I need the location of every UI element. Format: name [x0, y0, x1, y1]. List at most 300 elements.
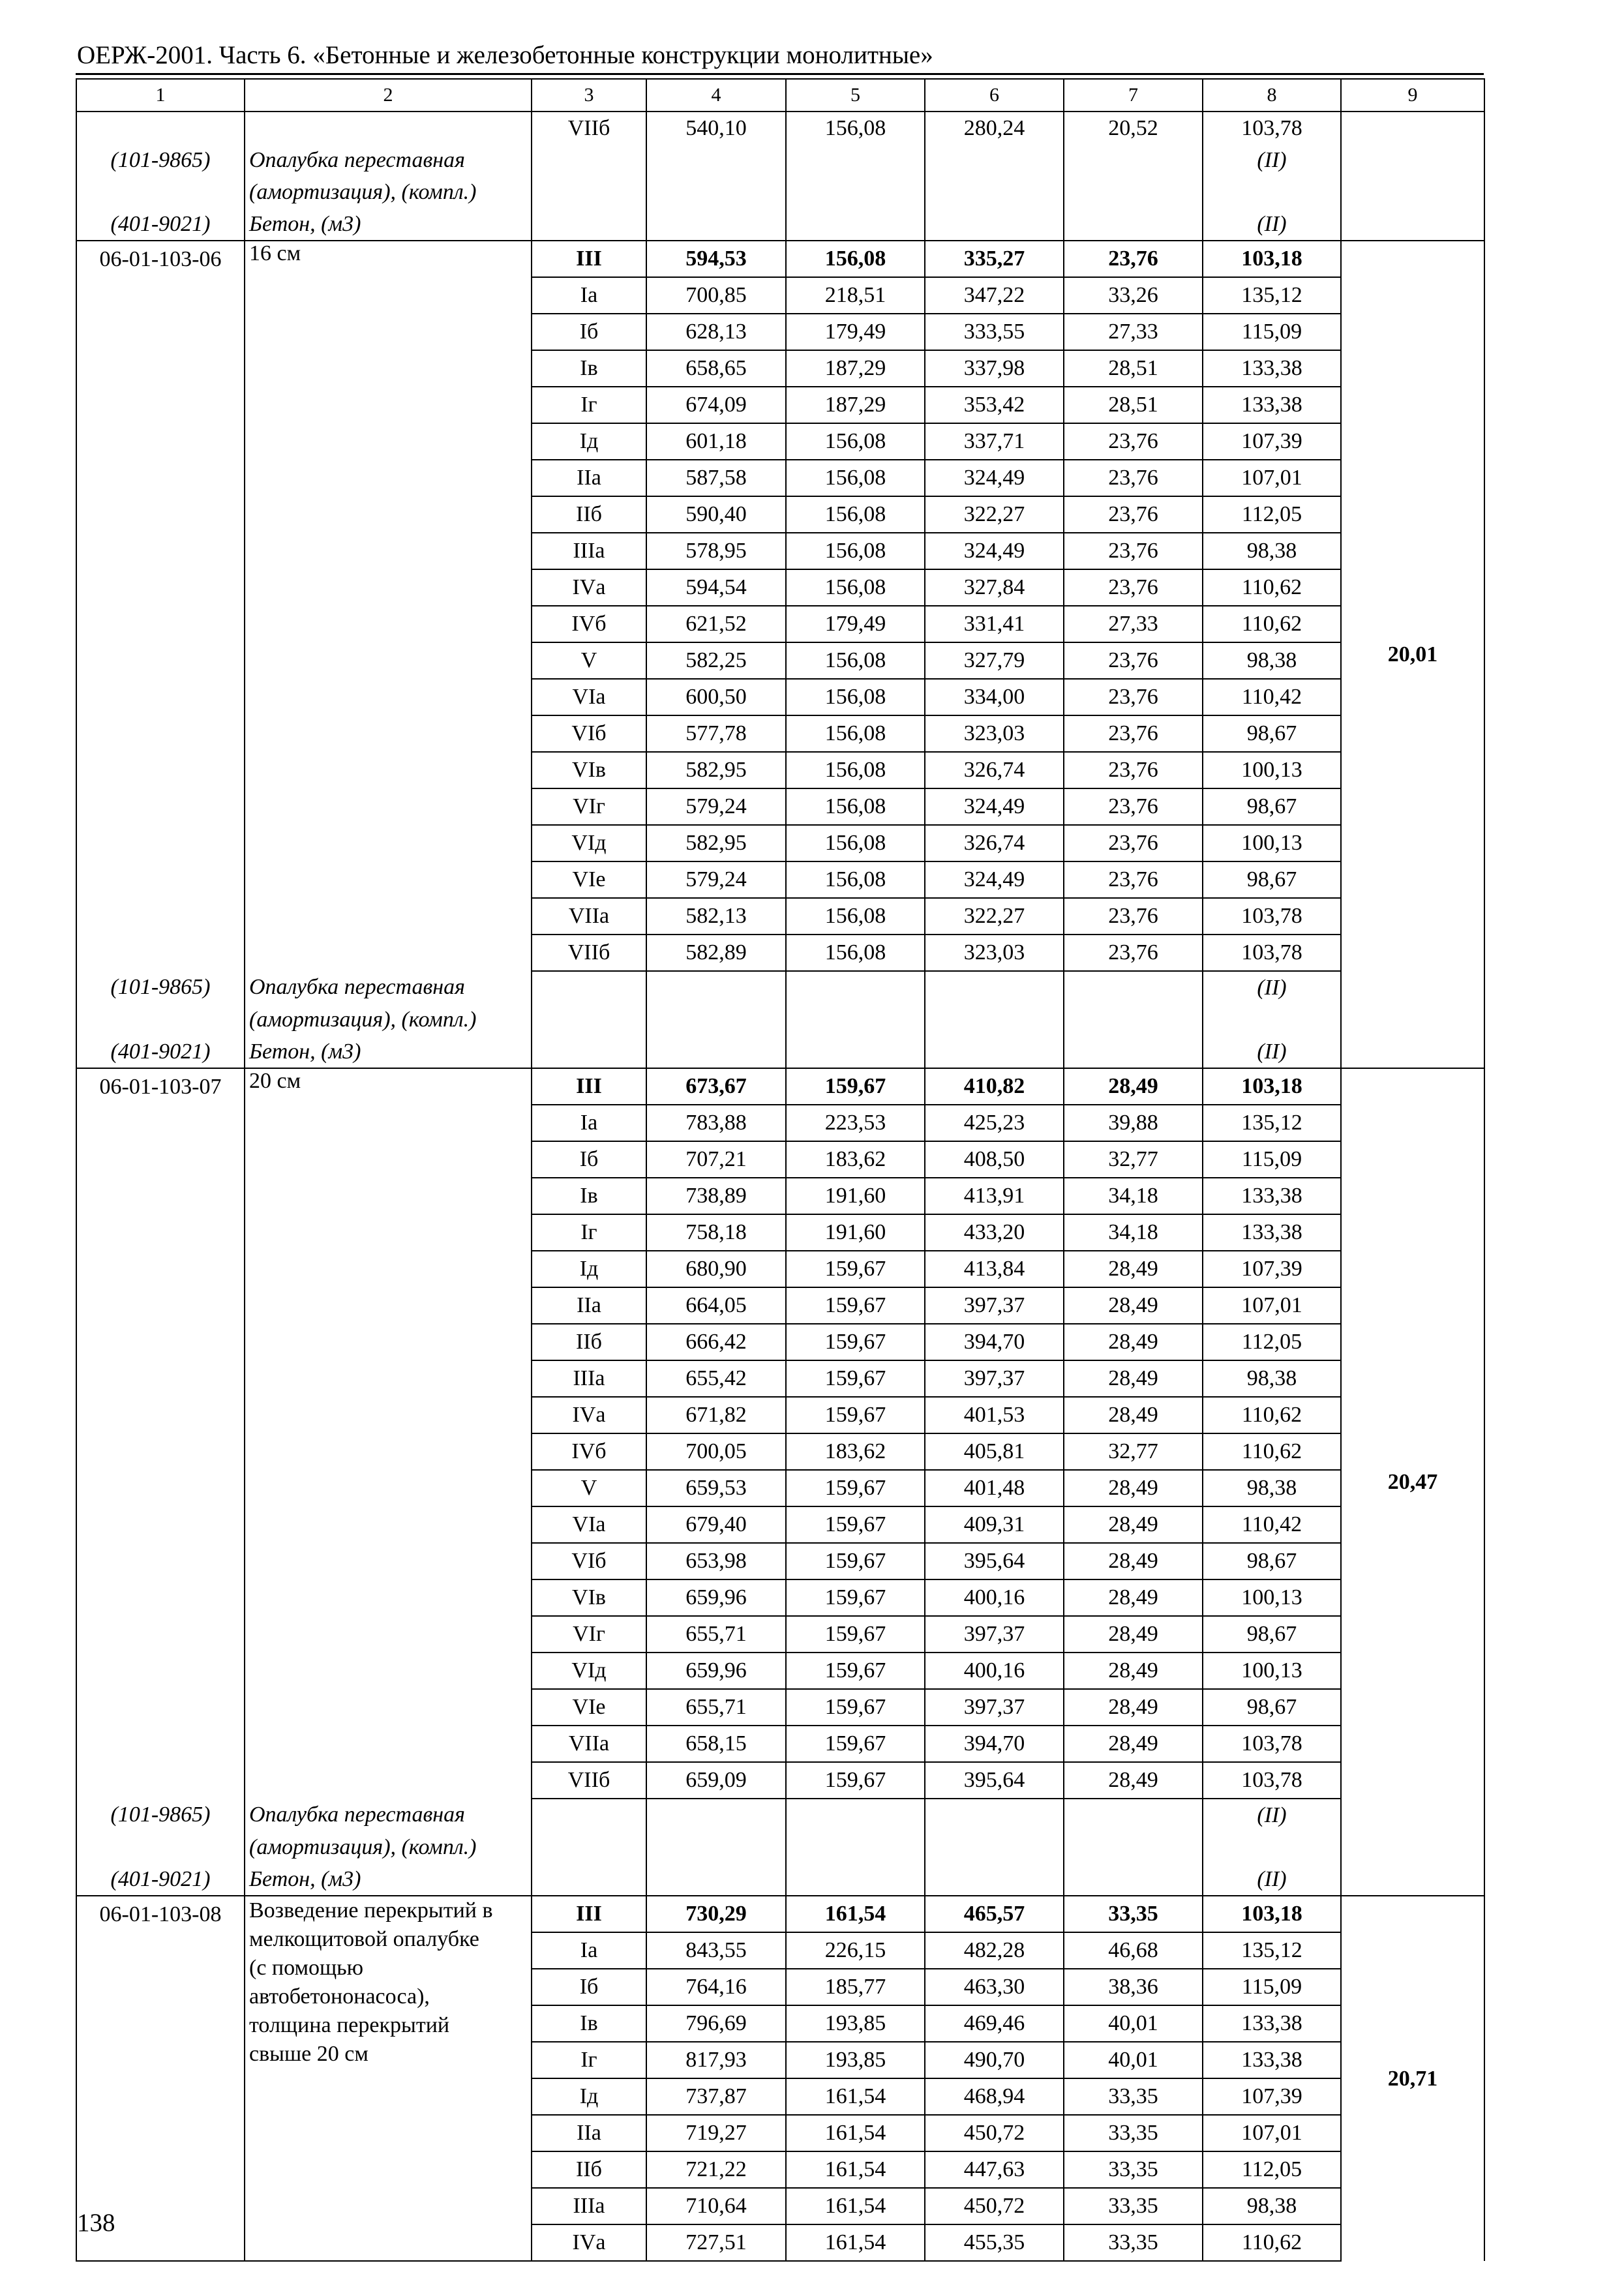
rate-cell: 133,38	[1203, 350, 1341, 387]
empty-cell	[245, 679, 532, 715]
rate-row	[76, 350, 1484, 387]
rate-cell: 326,74	[925, 752, 1064, 788]
rate-cell: 159,67	[786, 1470, 925, 1506]
rate-cell: 133,38	[1203, 387, 1341, 423]
rate-cell: 218,51	[786, 277, 925, 314]
rate-cell: 347,22	[925, 277, 1064, 314]
rate-cell: 156,08	[786, 496, 925, 533]
material-desc: Опалубка переставная	[245, 144, 532, 176]
empty-cell	[925, 1863, 1064, 1896]
rate-cell: 223,53	[786, 1105, 925, 1141]
block-description-line: автобетононасоса),	[249, 1984, 430, 2009]
empty-cell	[532, 1004, 646, 1036]
rate-cell: 183,62	[786, 1141, 925, 1178]
block-description	[245, 1896, 532, 2115]
rates-table-wrapper	[76, 78, 1484, 2262]
rate-cell: Iв	[532, 350, 646, 387]
rate-row	[76, 935, 1484, 971]
empty-cell	[786, 1799, 925, 1831]
rate-row	[76, 2224, 1484, 2261]
rate-cell: 324,49	[925, 788, 1064, 825]
rate-cell: 133,38	[1203, 2005, 1341, 2042]
column-number: 9	[1341, 79, 1484, 112]
rate-cell: 98,67	[1203, 1616, 1341, 1653]
rate-cell: Iа	[532, 1932, 646, 1969]
rate-cell: 193,85	[786, 2005, 925, 2042]
material-desc: Бетон, (м3)	[245, 1863, 532, 1896]
rate-cell: 394,70	[925, 1324, 1064, 1360]
empty-cell	[245, 1360, 532, 1397]
rate-cell: VIв	[532, 752, 646, 788]
rate-row	[76, 1068, 1484, 1105]
rate-cell: VIг	[532, 788, 646, 825]
rate-cell: 433,20	[925, 1214, 1064, 1251]
rate-cell: 674,09	[646, 387, 786, 423]
rate-cell: 156,08	[786, 861, 925, 898]
rate-cell: 156,08	[786, 788, 925, 825]
empty-cell	[1064, 1004, 1203, 1036]
rate-cell: 33,35	[1064, 2224, 1203, 2261]
empty-cell	[786, 208, 925, 241]
rate-cell: 23,76	[1064, 861, 1203, 898]
rate-cell: 28,49	[1064, 1470, 1203, 1506]
rate-row	[76, 788, 1484, 825]
empty-cell	[1064, 1799, 1203, 1831]
rate-cell: 582,25	[646, 642, 786, 679]
rate-cell: 159,67	[786, 1251, 925, 1287]
empty-cell	[646, 144, 786, 176]
material-code: (401-9021)	[76, 1863, 245, 1896]
empty-cell	[76, 1141, 245, 1178]
column-number: 5	[786, 79, 925, 112]
material-row	[76, 971, 1484, 1004]
empty-cell	[532, 208, 646, 241]
rate-cell: 112,05	[1203, 1324, 1341, 1360]
empty-cell	[786, 1863, 925, 1896]
rate-cell: 28,49	[1064, 1397, 1203, 1433]
block-total: 20,01	[1341, 241, 1484, 1068]
rate-cell: VIа	[532, 679, 646, 715]
rate-cell: 490,70	[925, 2042, 1064, 2078]
empty-cell	[786, 1036, 925, 1068]
empty-cell	[245, 350, 532, 387]
material-code: (401-9021)	[76, 208, 245, 241]
empty-cell	[532, 1863, 646, 1896]
rate-row	[76, 496, 1484, 533]
rate-row	[76, 1105, 1484, 1141]
rate-cell: 397,37	[925, 1689, 1064, 1726]
empty-cell	[245, 2151, 532, 2188]
rate-cell: 115,09	[1203, 1141, 1341, 1178]
rate-cell: 183,62	[786, 1433, 925, 1470]
material-desc: Опалубка переставная	[245, 1799, 532, 1831]
empty-cell	[245, 533, 532, 569]
rate-cell: 159,67	[786, 1726, 925, 1762]
rate-cell: IIб	[532, 1324, 646, 1360]
column-number: 1	[76, 79, 245, 112]
rate-cell: VIа	[532, 1506, 646, 1543]
rate-cell: 23,76	[1064, 423, 1203, 460]
rate-cell: 226,15	[786, 1932, 925, 1969]
rate-cell: 658,15	[646, 1726, 786, 1762]
rate-cell: 23,76	[1064, 460, 1203, 496]
rate-cell: 671,82	[646, 1397, 786, 1433]
rate-cell: 103,18	[1203, 241, 1341, 277]
rate-cell: 680,90	[646, 1251, 786, 1287]
empty-cell	[245, 112, 532, 144]
empty-cell	[245, 1616, 532, 1653]
empty-cell	[245, 1579, 532, 1616]
rate-cell: IVа	[532, 2224, 646, 2261]
block-total: 20,71	[1341, 1896, 1484, 2261]
empty-cell	[76, 752, 245, 788]
rate-cell: 23,76	[1064, 825, 1203, 861]
rate-row	[76, 1433, 1484, 1470]
rate-row	[76, 1470, 1484, 1506]
rate-cell: 468,94	[925, 2078, 1064, 2115]
rate-cell: 333,55	[925, 314, 1064, 350]
rate-cell: 455,35	[925, 2224, 1064, 2261]
rate-cell: 110,62	[1203, 1397, 1341, 1433]
rate-cell: 33,26	[1064, 277, 1203, 314]
rate-cell: VIIа	[532, 1726, 646, 1762]
rate-cell: 401,53	[925, 1397, 1064, 1433]
rate-cell: Iб	[532, 314, 646, 350]
rate-cell: IVа	[532, 569, 646, 606]
empty-cell	[245, 1433, 532, 1470]
rate-cell: 98,67	[1203, 715, 1341, 752]
rate-cell: 100,13	[1203, 752, 1341, 788]
block-description: 20 см	[245, 1068, 532, 1105]
rate-cell: 447,63	[925, 2151, 1064, 2188]
block-description-line: Возведение перекрытий в	[249, 1898, 493, 1922]
block-description: 16 см	[245, 241, 532, 277]
rate-row	[76, 1506, 1484, 1543]
rate-cell: 843,55	[646, 1932, 786, 1969]
rate-cell: VIIа	[532, 898, 646, 935]
rate-cell: 187,29	[786, 350, 925, 387]
rate-cell: 191,60	[786, 1214, 925, 1251]
rate-cell: 33,35	[1064, 2115, 1203, 2151]
rate-cell: VIе	[532, 1689, 646, 1726]
rate-cell: VIIб	[532, 112, 646, 144]
rate-cell: 23,76	[1064, 533, 1203, 569]
rate-cell: 103,78	[1203, 935, 1341, 971]
rate-cell: 601,18	[646, 423, 786, 460]
rate-row	[76, 1616, 1484, 1653]
rate-row	[76, 642, 1484, 679]
rate-cell: IIIа	[532, 1360, 646, 1397]
rate-cell: IVа	[532, 1397, 646, 1433]
rate-cell: 156,08	[786, 715, 925, 752]
rate-cell: 28,49	[1064, 1762, 1203, 1799]
rate-cell: 758,18	[646, 1214, 786, 1251]
empty-cell	[76, 1324, 245, 1360]
rate-row	[76, 715, 1484, 752]
rate-cell: 577,78	[646, 715, 786, 752]
rate-cell: 135,12	[1203, 1932, 1341, 1969]
rate-cell: Iд	[532, 1251, 646, 1287]
rate-cell: 161,54	[786, 2115, 925, 2151]
column-number: 2	[245, 79, 532, 112]
rate-cell: 337,98	[925, 350, 1064, 387]
rate-row	[76, 1141, 1484, 1178]
rates-table-body	[76, 79, 1484, 2261]
rate-cell: Iв	[532, 2005, 646, 2042]
empty-cell	[76, 1689, 245, 1726]
empty-cell	[76, 2115, 245, 2151]
rate-cell: V	[532, 642, 646, 679]
rate-cell: 628,13	[646, 314, 786, 350]
rate-row	[76, 1251, 1484, 1287]
rate-cell: 323,03	[925, 715, 1064, 752]
empty-cell	[786, 971, 925, 1004]
empty-cell	[76, 715, 245, 752]
rate-cell: 23,76	[1064, 569, 1203, 606]
empty-cell	[76, 2005, 245, 2042]
empty-cell	[925, 1036, 1064, 1068]
empty-cell	[76, 460, 245, 496]
rate-cell: 159,67	[786, 1762, 925, 1799]
rate-cell: 727,51	[646, 2224, 786, 2261]
rate-cell: 621,52	[646, 606, 786, 642]
empty-cell	[646, 176, 786, 208]
rate-cell: 159,67	[786, 1360, 925, 1397]
rate-cell: 156,08	[786, 241, 925, 277]
empty-cell	[76, 1251, 245, 1287]
rate-cell: 590,40	[646, 496, 786, 533]
empty-cell	[245, 1324, 532, 1360]
rate-cell: 133,38	[1203, 1214, 1341, 1251]
rate-row	[76, 241, 1484, 277]
rate-cell: 23,76	[1064, 935, 1203, 971]
rate-cell: 107,39	[1203, 1251, 1341, 1287]
rate-cell: 179,49	[786, 314, 925, 350]
rate-row	[76, 1360, 1484, 1397]
empty-cell	[646, 1004, 786, 1036]
rate-cell: 103,78	[1203, 1726, 1341, 1762]
empty-cell	[786, 176, 925, 208]
material-desc: Опалубка переставная	[245, 971, 532, 1004]
empty-cell	[532, 144, 646, 176]
rate-cell: 409,31	[925, 1506, 1064, 1543]
material-desc: (амортизация), (компл.)	[245, 1831, 532, 1863]
column-number: 8	[1203, 79, 1341, 112]
empty-cell	[76, 1726, 245, 1762]
rate-cell: 394,70	[925, 1726, 1064, 1762]
rate-cell: 408,50	[925, 1141, 1064, 1178]
rate-cell: 730,29	[646, 1896, 786, 1932]
rate-cell: 110,42	[1203, 679, 1341, 715]
rate-cell: 115,09	[1203, 1969, 1341, 2005]
empty-cell	[1064, 1036, 1203, 1068]
empty-cell	[245, 1543, 532, 1579]
rate-cell: 700,05	[646, 1433, 786, 1470]
rate-cell: 465,57	[925, 1896, 1064, 1932]
empty-cell	[76, 277, 245, 314]
rate-cell: 103,78	[1203, 112, 1341, 144]
rate-cell: 135,12	[1203, 277, 1341, 314]
rate-row	[76, 1397, 1484, 1433]
rate-row	[76, 752, 1484, 788]
rate-cell: 159,67	[786, 1543, 925, 1579]
empty-cell	[76, 1287, 245, 1324]
rate-cell: 46,68	[1064, 1932, 1203, 1969]
rate-row	[76, 2151, 1484, 2188]
empty-cell	[245, 861, 532, 898]
rate-cell: 156,08	[786, 642, 925, 679]
material-class: (II)	[1203, 1799, 1341, 1831]
rate-cell: 23,76	[1064, 241, 1203, 277]
rate-cell: IIб	[532, 496, 646, 533]
rate-cell: 395,64	[925, 1543, 1064, 1579]
rate-cell: Iд	[532, 2078, 646, 2115]
rate-row	[76, 861, 1484, 898]
rate-cell: 156,08	[786, 825, 925, 861]
rate-cell: 23,76	[1064, 715, 1203, 752]
rate-cell: 161,54	[786, 2078, 925, 2115]
empty-cell	[925, 1004, 1064, 1036]
empty-cell	[76, 2151, 245, 2188]
rate-cell: 450,72	[925, 2188, 1064, 2224]
empty-cell	[646, 208, 786, 241]
rate-cell: 664,05	[646, 1287, 786, 1324]
rate-cell: 159,67	[786, 1397, 925, 1433]
rate-cell: 322,27	[925, 898, 1064, 935]
rate-cell: 659,96	[646, 1579, 786, 1616]
rate-row	[76, 1653, 1484, 1689]
material-row	[76, 1036, 1484, 1068]
block-code: 06-01-103-07	[76, 1068, 245, 1105]
rate-cell: 655,71	[646, 1689, 786, 1726]
material-code: (101-9865)	[76, 144, 245, 176]
rate-row	[76, 606, 1484, 642]
rate-cell: 413,84	[925, 1251, 1064, 1287]
rate-cell: V	[532, 1470, 646, 1506]
rate-cell: 161,54	[786, 2188, 925, 2224]
block-description-line: мелкощитовой опалубке	[249, 1927, 479, 1951]
rate-cell: 582,95	[646, 752, 786, 788]
rate-cell: 32,77	[1064, 1141, 1203, 1178]
rate-cell: 34,18	[1064, 1214, 1203, 1251]
empty-cell	[245, 788, 532, 825]
empty-cell	[532, 176, 646, 208]
empty-cell	[76, 569, 245, 606]
empty-cell	[245, 460, 532, 496]
rate-row	[76, 1543, 1484, 1579]
empty-cell	[1064, 971, 1203, 1004]
empty-cell	[646, 1799, 786, 1831]
rate-cell: 324,49	[925, 460, 1064, 496]
rate-cell: 280,24	[925, 112, 1064, 144]
material-row	[76, 1831, 1484, 1863]
empty-cell	[76, 606, 245, 642]
rate-cell: 156,08	[786, 569, 925, 606]
rate-cell: Iа	[532, 277, 646, 314]
rate-cell: 397,37	[925, 1616, 1064, 1653]
empty-cell	[245, 1141, 532, 1178]
rate-cell: 353,42	[925, 387, 1064, 423]
rate-cell: 110,62	[1203, 569, 1341, 606]
rate-cell: 159,67	[786, 1689, 925, 1726]
rate-cell: 23,76	[1064, 752, 1203, 788]
rate-cell: Iг	[532, 2042, 646, 2078]
rate-cell: 719,27	[646, 2115, 786, 2151]
rate-cell: 783,88	[646, 1105, 786, 1141]
empty-cell	[245, 825, 532, 861]
header-rule	[76, 73, 1484, 75]
rate-row	[76, 387, 1484, 423]
material-class: (II)	[1203, 144, 1341, 176]
rate-cell: 322,27	[925, 496, 1064, 533]
rate-cell: 103,18	[1203, 1896, 1341, 1932]
material-class: (II)	[1203, 208, 1341, 241]
rate-cell: 666,42	[646, 1324, 786, 1360]
rate-cell: 655,71	[646, 1616, 786, 1653]
page-header: ОЕРЖ-2001. Часть 6. «Бетонные и железобетонные конструкции монолитные»	[77, 41, 933, 69]
rate-cell: 187,29	[786, 387, 925, 423]
rate-row	[76, 1579, 1484, 1616]
empty-cell	[646, 971, 786, 1004]
empty-cell	[1203, 1831, 1341, 1863]
block-description-line: (с помощью	[249, 1956, 364, 1980]
rate-cell: Iг	[532, 1214, 646, 1251]
rate-cell: 582,13	[646, 898, 786, 935]
empty-cell	[76, 1616, 245, 1653]
empty-cell	[76, 1762, 245, 1799]
empty-cell	[76, 350, 245, 387]
empty-cell	[245, 606, 532, 642]
rate-cell: VIд	[532, 1653, 646, 1689]
rate-cell: III	[532, 1896, 646, 1932]
rate-row	[76, 1726, 1484, 1762]
empty-cell	[76, 898, 245, 935]
rate-cell: 28,51	[1064, 350, 1203, 387]
rate-cell: 107,01	[1203, 2115, 1341, 2151]
block-code: 06-01-103-06	[76, 241, 245, 277]
rate-cell: 103,78	[1203, 1762, 1341, 1799]
rate-cell: 100,13	[1203, 825, 1341, 861]
rate-cell: VIб	[532, 1543, 646, 1579]
empty-cell	[76, 679, 245, 715]
rate-cell: 20,52	[1064, 112, 1203, 144]
rate-cell: 764,16	[646, 1969, 786, 2005]
rate-cell: 337,71	[925, 423, 1064, 460]
rate-cell: 335,27	[925, 241, 1064, 277]
rate-cell: 587,58	[646, 460, 786, 496]
empty-cell	[76, 176, 245, 208]
rate-cell: 327,84	[925, 569, 1064, 606]
empty-cell	[245, 277, 532, 314]
rate-cell: VIг	[532, 1616, 646, 1653]
empty-cell	[532, 971, 646, 1004]
empty-cell	[245, 1178, 532, 1214]
material-row	[76, 1004, 1484, 1036]
empty-cell	[245, 423, 532, 460]
rate-cell: 331,41	[925, 606, 1064, 642]
empty-cell	[245, 2115, 532, 2151]
rate-cell: VIIб	[532, 1762, 646, 1799]
block-description-line: толщина перекрытий	[249, 2013, 450, 2037]
rate-cell: 40,01	[1064, 2042, 1203, 2078]
material-desc: (амортизация), (компл.)	[245, 176, 532, 208]
empty-cell	[76, 1543, 245, 1579]
empty-cell	[245, 715, 532, 752]
rate-cell: 110,42	[1203, 1506, 1341, 1543]
rate-cell: 28,51	[1064, 387, 1203, 423]
block-description-line: свыше 20 см	[249, 2042, 368, 2066]
empty-cell	[245, 1653, 532, 1689]
